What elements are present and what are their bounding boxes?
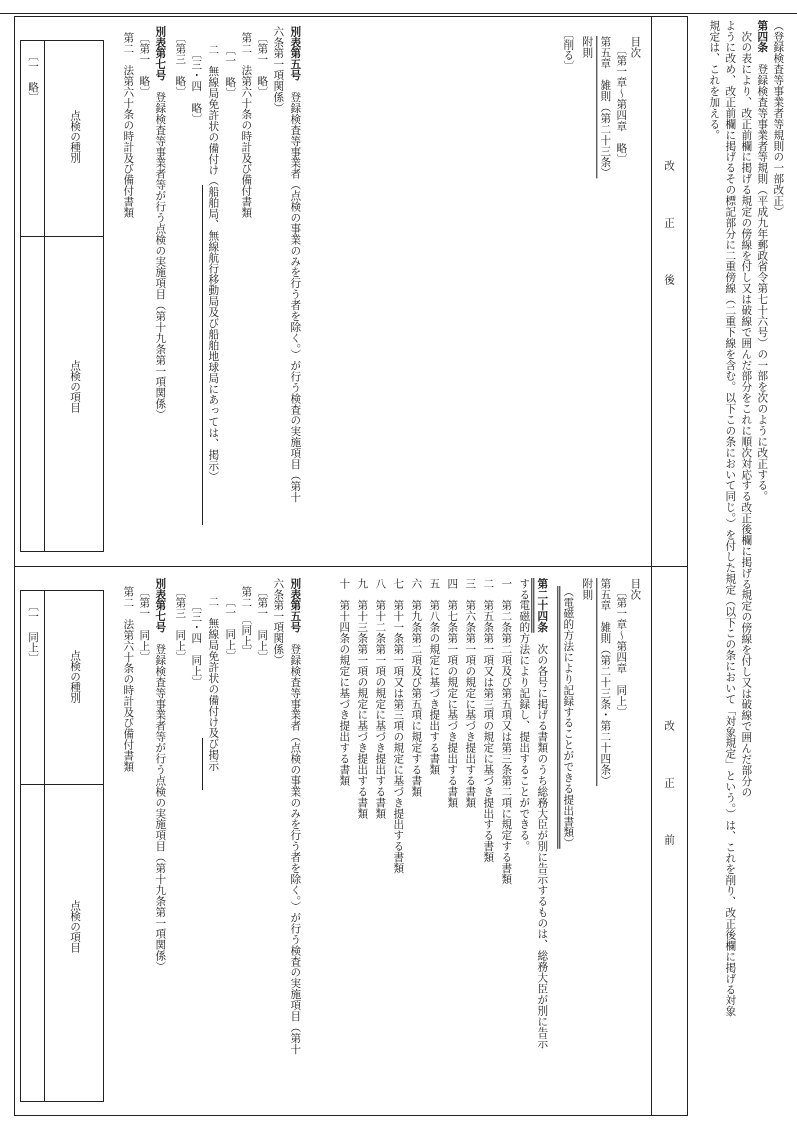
before-item-6: 六 第九条第二項及び第五項に規定する書類 [410, 578, 423, 797]
intro-paragraph-end: 規定は、これを加える。 [708, 20, 721, 141]
after-table7-body: 登録検査等事業者等が行う点検の実施項目（第十九条第一項関係） [154, 91, 167, 421]
before-t7-item1: 〔第一 同上〕 [138, 586, 151, 663]
after-t5-item1: 〔第一 略〕 [256, 32, 269, 98]
before-underline [202, 738, 203, 790]
before-toc-ch5: 第五章 雑則（第二十三条・第二十四条） [599, 578, 612, 787]
header-after: 改 正 後 [663, 160, 675, 303]
before-table7-label: 別表第七号 [154, 578, 167, 633]
before-inspection-col-rule [20, 784, 104, 785]
before-inspection-table [20, 590, 104, 1102]
before-article-cont: する電磁的方法により記録し、提出することができる。 [518, 578, 531, 852]
after-t5-sub2 [206, 44, 220, 482]
before-item-1: 一 第二条第二項及び第五項又は第三条第二項に規定する書類 [500, 578, 513, 885]
article-body: 登録検査等事業者等規則（平成九年郵政省令第七十六号）の一部を次のように改正する。 [756, 63, 769, 502]
before-item-4: 四 第七条第一項の規定に基づき提出する書類 [446, 578, 459, 808]
after-toc-chapters: 〔第一章～第四章 略〕 [615, 44, 628, 165]
after-inspection-row-rule [44, 40, 45, 552]
after-table5-label: 別表第五号 [289, 26, 302, 81]
article-label: 第四条 [756, 20, 769, 53]
after-toc-supp: 附則 [581, 36, 594, 58]
intro-heading: （登録検査等事業者等規則の一部改正） [772, 20, 785, 218]
after-t5-sub3: 〔三・四 略〕 [190, 48, 203, 125]
intro-paragraph [739, 20, 753, 797]
before-t5-sub3: 〔三・四 同上〕 [190, 600, 203, 688]
before-item-5: 五 第八条の規定に基づき提出する書類 [428, 578, 441, 776]
after-table5-cont: 六条第一項関係） [272, 26, 285, 114]
before-cell-1: 〔一 同上〕 [27, 600, 39, 664]
after-table7 [153, 26, 167, 420]
before-toc-supp: 附則 [581, 578, 594, 600]
header-before: 改 正 前 [663, 720, 675, 863]
before-item-3: 三 第六条第一項の規定に基づき提出する書類 [464, 578, 477, 808]
before-table5-body: 登録検査等事業者（点検の事業のみを行う者を除く。）が行う検査の実施項目（第十 [289, 643, 302, 1055]
after-table5 [288, 26, 302, 503]
after-t7-item1: 〔第一 略〕 [138, 32, 151, 98]
after-t5-sub2-text: 二 無線局免許状の備付け（船舶局、無線航行移動局及び船舶地球局にあっては、掲示） [207, 44, 220, 482]
header-column-rule [651, 16, 652, 1116]
intro-text-1: 次の表により、改正前欄に掲げる規定の傍線を付し又は破線で囲んだ部分をこれに順次対応する改正後欄に掲げる規定の傍線を付し又は破線で囲んだ部分の [740, 30, 753, 798]
before-table5 [288, 578, 302, 1055]
before-art-heading: （電磁的方法により記録することができる提出書類） [562, 586, 575, 849]
intro-article [755, 20, 769, 502]
before-inspection-row-rule [44, 590, 45, 1102]
after-col-items: 点検の項目 [69, 360, 81, 413]
before-table5-cont: 六条第一項関係） [272, 578, 285, 666]
after-t5-item3: 〔第三 略〕 [174, 32, 187, 98]
after-table5-body: 登録検査等事業者（点検の事業のみを行う者を除く。）が行う検査の実施項目（第十 [289, 91, 302, 503]
after-table7-label: 別表第七号 [154, 26, 167, 81]
intro-paragraph-cont: ように改め、改正前欄に掲げるその標記部分に二重傍線（二重下線を含む。以下この条において同じ。）を付した規定（以下この条において「対象規定」という。）は、これを削り、改正後欄に掲げる対象 [724, 20, 737, 1017]
before-table7 [153, 578, 167, 972]
after-t5-sub1: 〔一 略〕 [224, 44, 237, 99]
after-inspection-table [20, 40, 104, 552]
before-article [535, 578, 549, 1049]
before-article-body: 次の各号に掲げる書類のうち総務大臣が別に告示するものは、総務大臣が別に告示 [536, 643, 549, 1049]
before-toc-title: 目次 [629, 578, 642, 600]
before-table5-label: 別表第五号 [289, 578, 302, 633]
before-t5-item3: 〔第三 同上〕 [174, 586, 187, 663]
after-col-type: 点検の種別 [69, 110, 81, 163]
before-t7-item2: 第二 法第六十条の時計及び備付書類 [122, 586, 135, 773]
before-item-2: 二 第五条第一項又は第三項の規定に基づき提出する書類 [482, 578, 495, 863]
before-t5-sub2: 二 無線局免許状の備付け及び掲示 [207, 596, 220, 772]
after-t7-item2: 第二 法第六十条の時計及び備付書類 [122, 32, 135, 219]
table-divider [14, 566, 688, 567]
before-t5-item2: 第二 〔同上〕 [240, 586, 253, 658]
before-item-7: 七 第十一条第一項又は第三項の規定に基づき提出する書類 [392, 578, 405, 874]
before-t5-sub1: 〔一 同上〕 [224, 596, 237, 662]
after-underline [202, 185, 203, 525]
before-item-10: 十 第十四条の規定に基づき提出する書類 [338, 578, 351, 787]
before-toc-chapters: 〔第一章～第四章 同上〕 [615, 586, 628, 718]
before-col-type: 点検の種別 [69, 650, 81, 703]
after-cell-1: 〔一 略〕 [27, 50, 39, 103]
after-inspection-col-rule [20, 236, 104, 237]
before-article-label: 第二十四条 [536, 578, 549, 633]
before-col-items: 点検の項目 [69, 900, 81, 953]
after-deleted-note: 〔削る〕 [562, 28, 575, 72]
before-t5-item1: 〔第一 同上〕 [256, 586, 269, 663]
before-item-8: 八 第十二条第一項の規定に基づき提出する書類 [374, 578, 387, 819]
before-table7-body: 登録検査等事業者等が行う点検の実施項目（第十九条第一項関係） [154, 643, 167, 973]
top-rule [0, 13, 797, 14]
after-toc-title: 目次 [629, 36, 642, 58]
before-item-9: 九 第十三条第一項の規定に基づき提出する書類 [356, 578, 369, 819]
after-toc-ch5: 第五章 雑則（第二十三条） [599, 36, 612, 179]
after-t5-item2: 第二 法第六十条の時計及び備付書類 [240, 32, 253, 219]
